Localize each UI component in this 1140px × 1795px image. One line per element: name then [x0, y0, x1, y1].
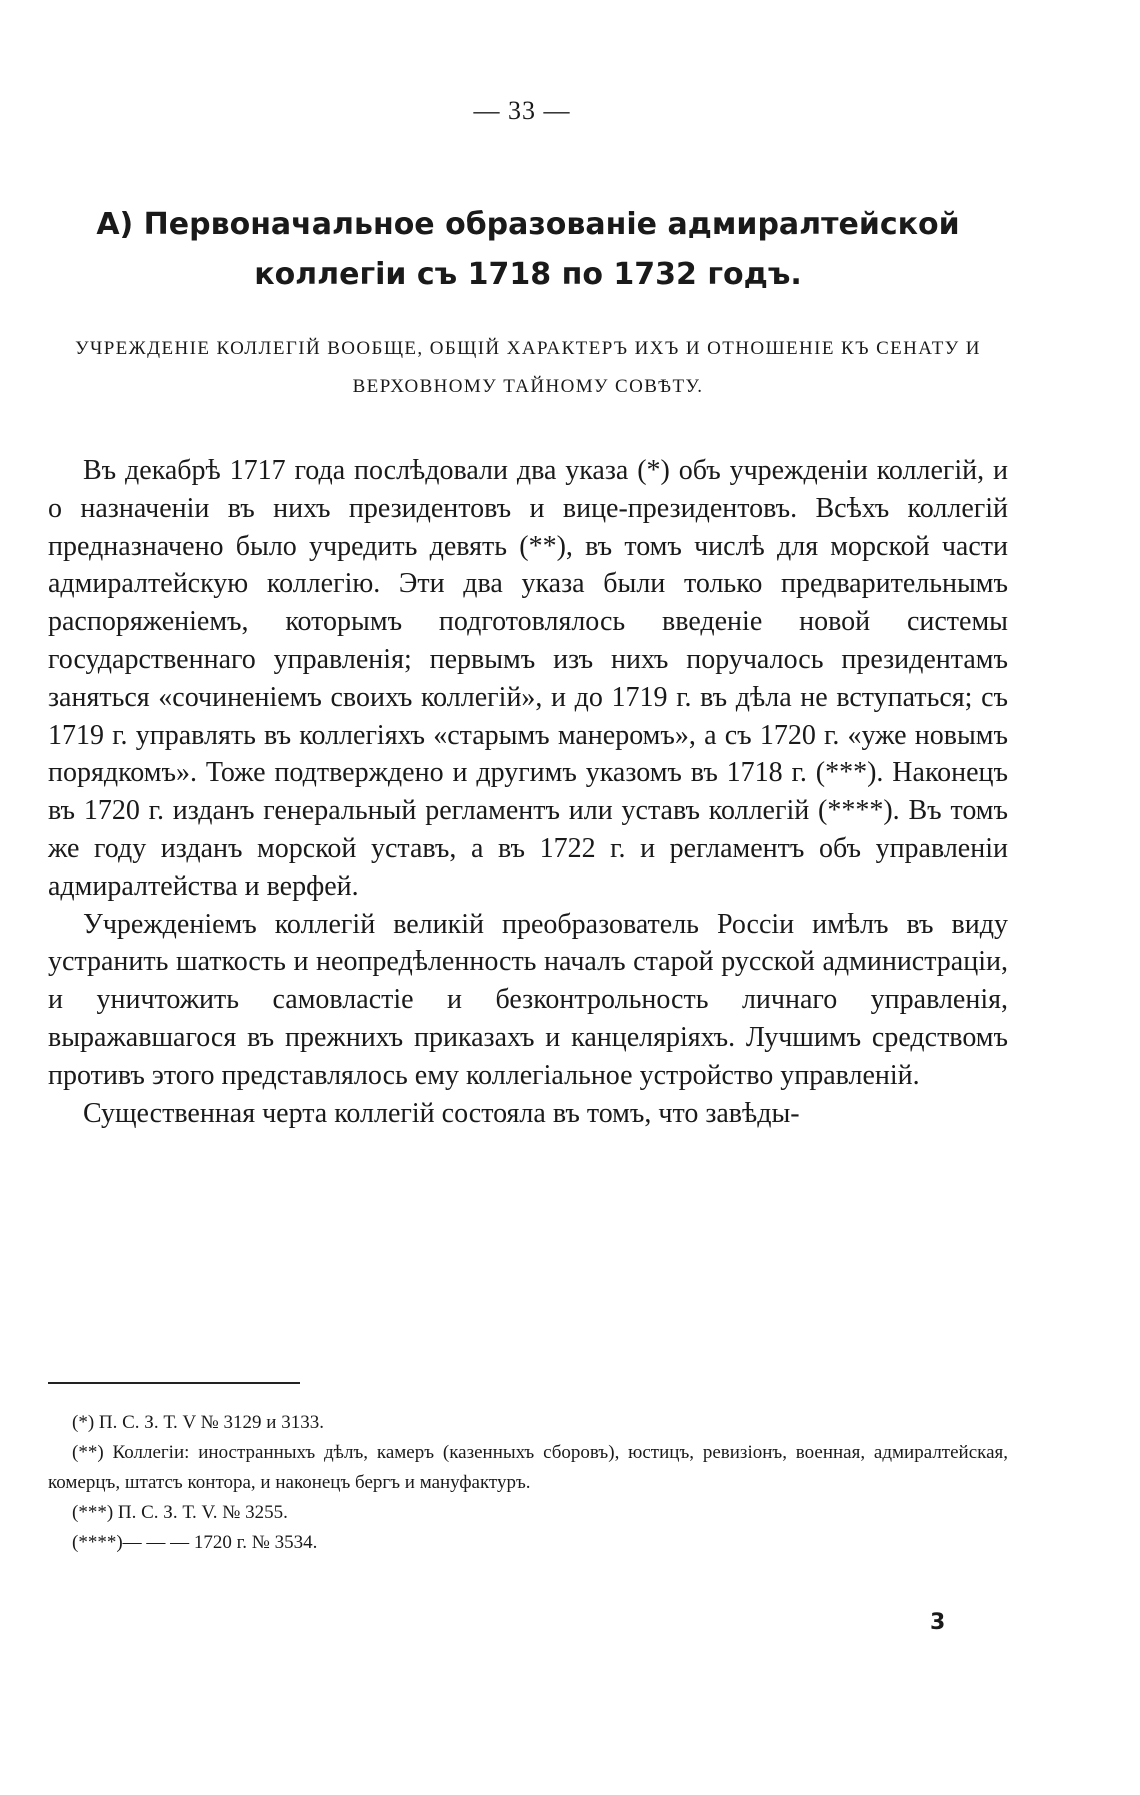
chapter-title: А) Первоначальное образованіе адмиралтейской коллегіи съ 1718 по 1732 годъ.: [96, 207, 960, 292]
signature-mark: 3: [930, 1610, 946, 1635]
footnote: (***) П. С. З. Т. V. № 3255.: [72, 1502, 288, 1523]
body-text: [48, 452, 1008, 1132]
paragraph: Существенная черта коллегій состояла въ томъ, что завѣды-: [83, 1097, 800, 1129]
footnote: (**) Коллегіи: иностранныхъ дѣлъ, камеръ (казенныхъ сборовъ), юстицъ, ревизіонъ, военная, адмиралтейская, комерцъ, штатсъ контора, и наконецъ бергъ и мануфактуръ.: [48, 1442, 1008, 1493]
footnotes: [48, 1408, 1008, 1558]
page-number: — 33 —: [473, 96, 571, 125]
footnote-divider: [48, 1382, 300, 1384]
paragraph: Учрежденіемъ коллегій великій преобразователь Россіи имѣлъ въ виду устранить шаткость и неопредѣленность началъ старой русской администраціи, и уничтожить самовластіе и безконтрольность личнаго управленія, выражавшагося въ прежнихъ приказахъ и канцеляріяхъ. Лучшимъ средствомъ противъ этого представлялось ему коллегіальное устройство управленій.: [48, 908, 1008, 1091]
footnote: (*) П. С. З. Т. V № 3129 и 3133.: [72, 1412, 324, 1433]
book-page: [48, 0, 1008, 1795]
footnote: (****)— — — 1720 г. № 3534.: [72, 1532, 318, 1553]
section-heading: УЧРЕЖДЕНІЕ КОЛЛЕГІЙ ВООБЩЕ, ОБЩІЙ ХАРАКТЕРЪ ИХЪ И ОТНОШЕНІЕ КЪ СЕНАТУ И ВЕРХОВНОМУ ТАЙНОМУ СОВѢТУ.: [75, 338, 981, 397]
paragraph: Въ декабрѣ 1717 года послѣдовали два указа (*) объ учрежденіи коллегій, и о назначеніи въ нихъ президентовъ и вице-президентовъ. Всѣхъ коллегій предназначено было учредить девять (**), въ томъ числѣ для морской части адмиралтейскую коллегію. Эти два указа были только предварительнымъ распоряженіемъ, которымъ подготовлялось введеніе новой системы государственнаго управленія; первымъ изъ нихъ поручалось президентамъ заняться «сочиненіемъ своихъ коллегій», и до 1719 г. въ дѣла не вступаться; съ 1719 г. управлять въ коллегіяхъ «старымъ манеромъ», а съ 1720 г. «уже новымъ порядкомъ». Тоже подтверждено и другимъ указомъ въ 1718 г. (***). Наконецъ въ 1720 г. изданъ генеральный регламентъ или уставъ коллегій (****). Въ томъ же году изданъ морской уставъ, а въ 1722 г. и регламентъ объ управленіи адмиралтейства и верфей.: [48, 455, 1008, 902]
